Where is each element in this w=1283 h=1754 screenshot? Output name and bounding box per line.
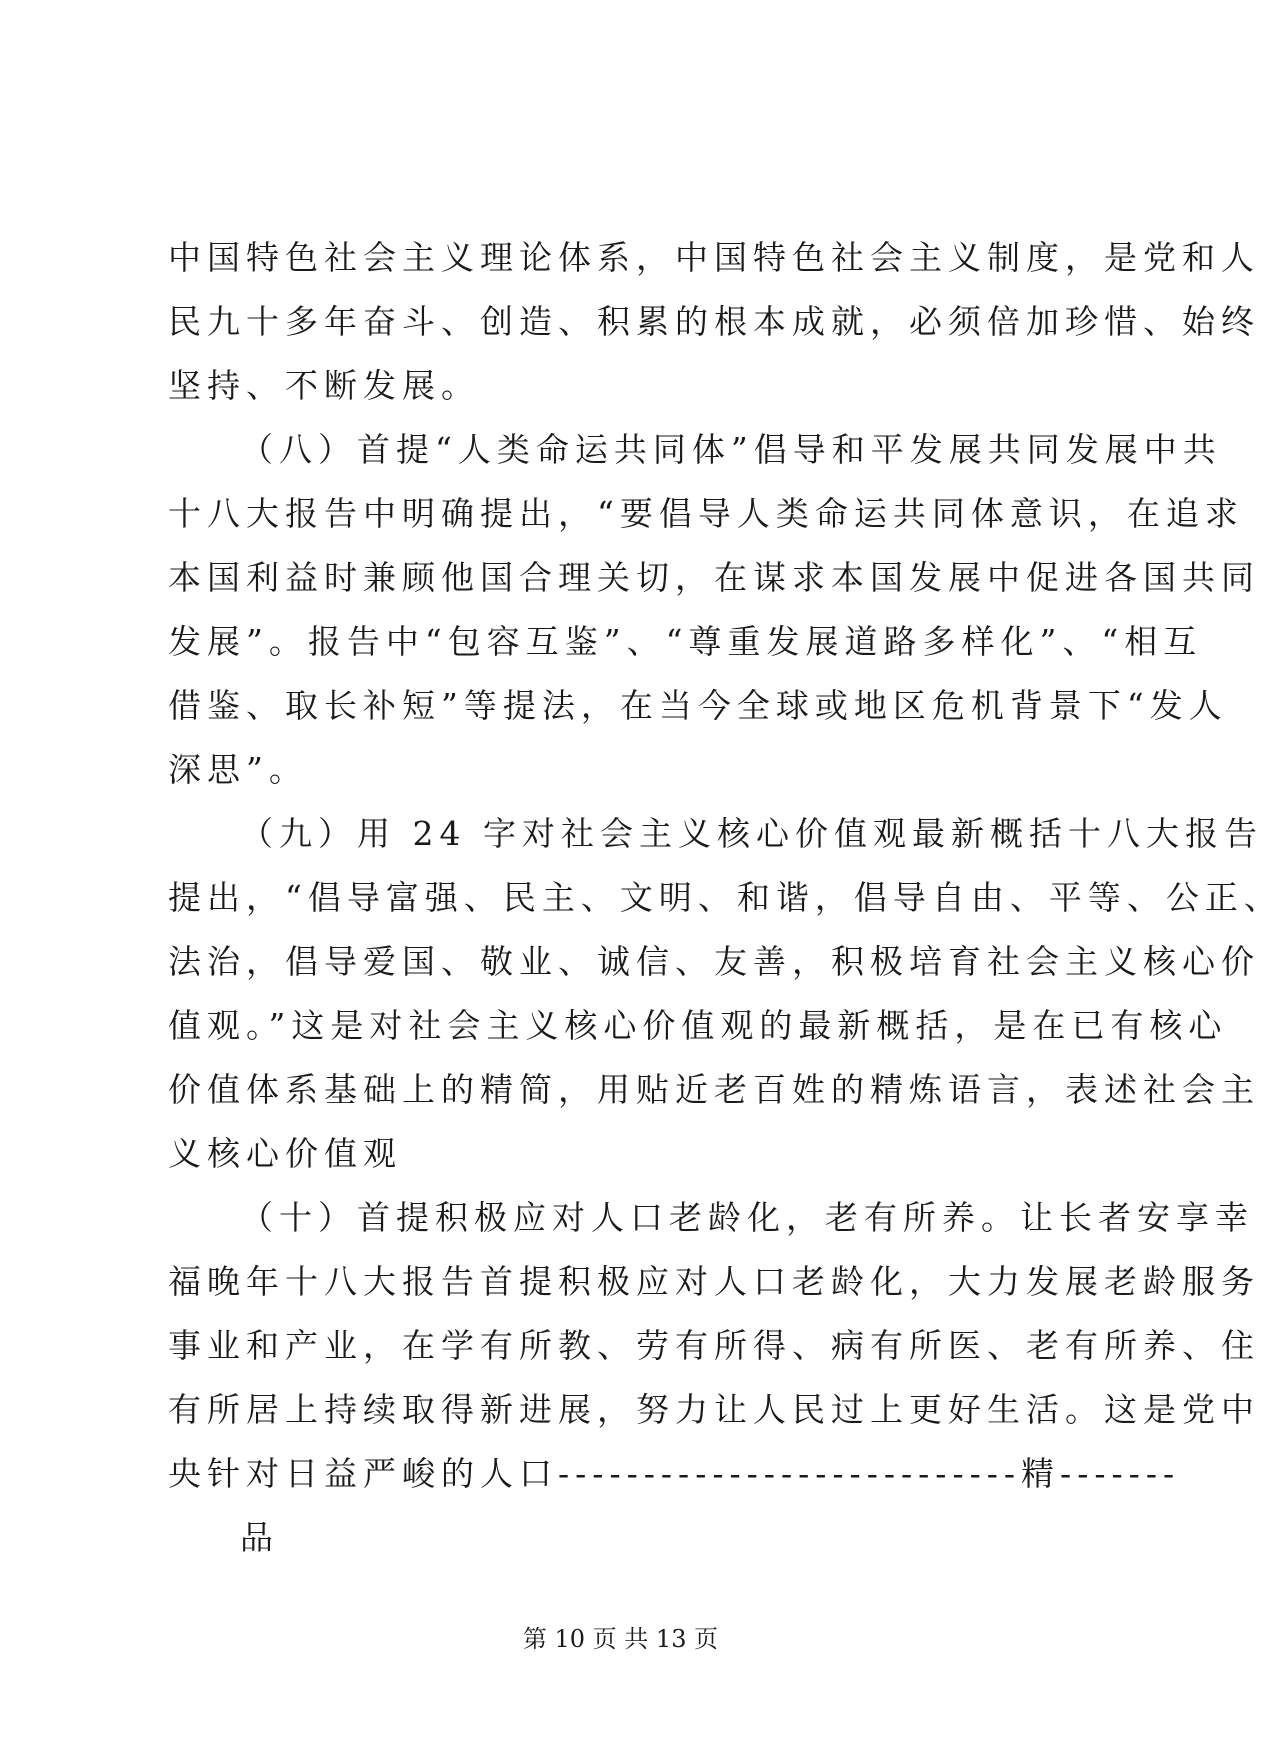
text-line: 法治，倡导爱国、敬业、诚信、友善，积极培育社会主义核心价 (168, 942, 1260, 981)
text-line: 借鉴、取长补短”等提法，在当今全球或地区危机背景下“发人 (168, 686, 1228, 725)
text-line: 深思”。 (168, 750, 308, 789)
text-line: 民九十多年奋斗、创造、积累的根本成就，必须倍加珍惜、始终 (168, 302, 1260, 341)
text-line: 福晚年十八大报告首提积极应对人口老龄化，大力发展老龄服务 (168, 1262, 1260, 1301)
text-line: 品 (240, 1518, 279, 1557)
section-heading-8: （八）首提“人类命运共同体”倡导和平发展共同发展中共 (240, 430, 1222, 469)
section-heading-10: （十）首提积极应对人口老龄化，老有所养。让长者安享幸 (240, 1198, 1254, 1237)
body-text (168, 226, 1283, 1570)
text-line: 十八大报告中明确提出，“要倡导人类命运共同体意识，在追求 (168, 494, 1244, 533)
text-line: 事业和产业，在学有所教、劳有所得、病有所医、老有所养、住 (168, 1326, 1260, 1365)
text-line: 中国特色社会主义理论体系，中国特色社会主义制度，是党和人 (168, 238, 1260, 277)
section-heading-9: （九）用 24 字对社会主义核心价值观最新概括十八大报告 (240, 814, 1263, 853)
text-line: 义核心价值观 (168, 1134, 402, 1173)
text-line: 发展”。报告中“包容互鉴”、“尊重发展道路多样化”、“相互 (168, 622, 1203, 661)
page-number-footer: 第 10 页 共 13 页 (522, 1625, 719, 1653)
text-line: 本国利益时兼顾他国合理关切，在谋求本国发展中促进各国共同 (168, 558, 1260, 597)
text-line: 央针对日益严峻的人口---------------------------精------- (168, 1454, 1181, 1493)
text-line: 值观。”这是对社会主义核心价值观的最新概括，是在已有核心 (168, 1006, 1228, 1045)
text-line: 坚持、不断发展。 (168, 366, 480, 405)
text-line: 提出，“倡导富强、民主、文明、和谐，倡导自由、平等、公正、 (168, 878, 1283, 917)
text-line: 价值体系基础上的精简，用贴近老百姓的精炼语言，表述社会主 (168, 1070, 1260, 1109)
text-line: 有所居上持续取得新进展，努力让人民过上更好生活。这是党中 (168, 1390, 1260, 1429)
